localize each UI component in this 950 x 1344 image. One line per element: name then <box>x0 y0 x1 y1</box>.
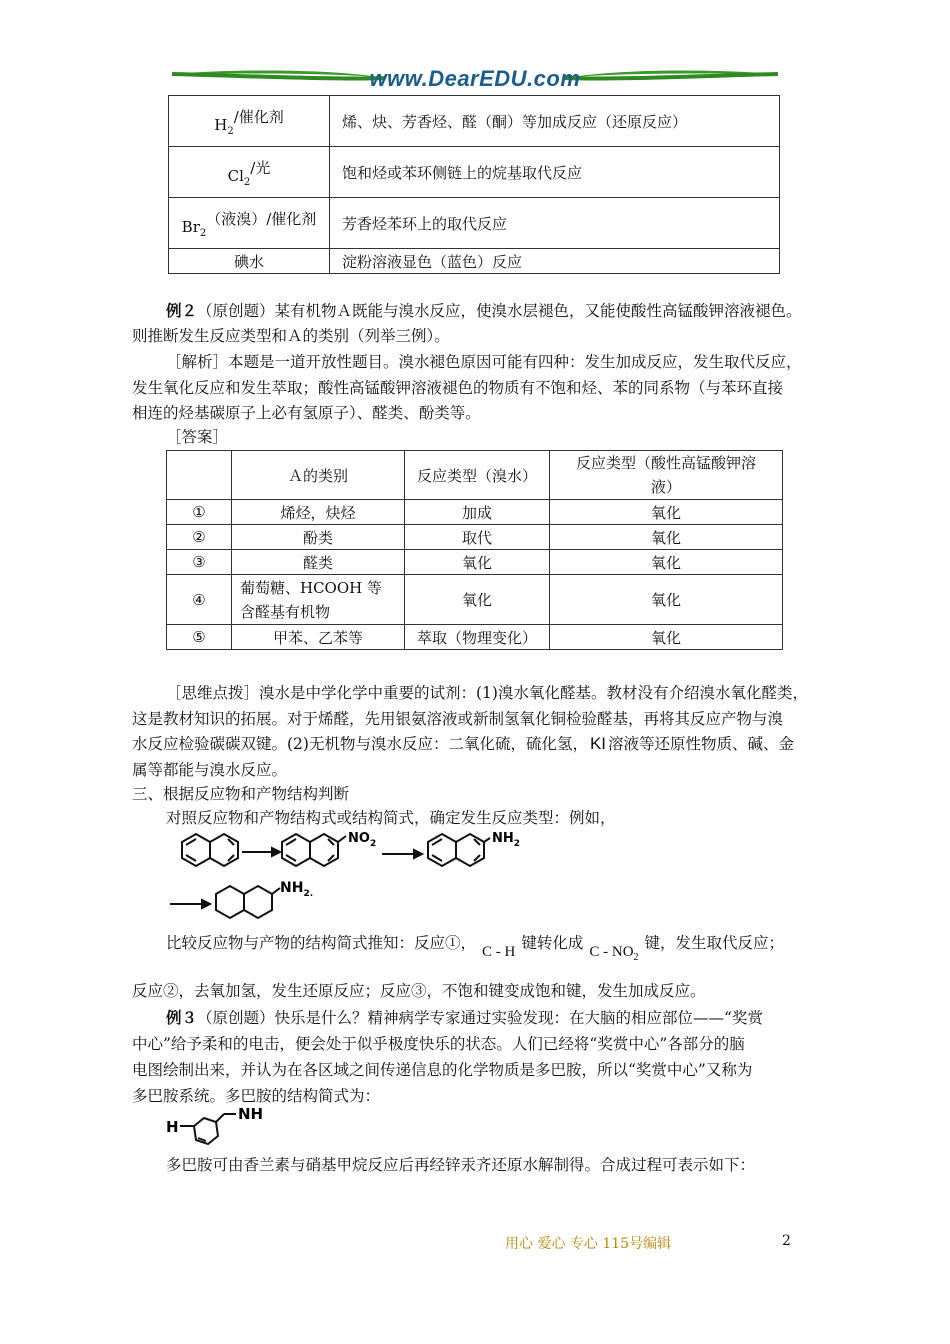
section3-intro: 对照反应物和产物结构式或结构简式，确定发生反应类型：例如， <box>166 809 616 827</box>
table-header-row <box>167 451 783 500</box>
row-bromine: 氧化 <box>405 575 550 625</box>
reagent-table <box>168 95 780 274</box>
table-row <box>169 147 780 198</box>
row-num: ③ <box>167 550 232 575</box>
row-bromine: 取代 <box>405 525 550 550</box>
example3-line1: 例３（原创题）快乐是什么？精神病学专家通过实验发现：在大脑的相应部位——“奖赏 <box>166 1008 763 1027</box>
section3-title: 三、根据反应物和产物结构判断 <box>132 785 350 803</box>
logo-text: www.DearEDU.com <box>369 66 581 91</box>
row-num: ④ <box>167 575 232 625</box>
thinking-line4: 属等都能与溴水反应。 <box>132 761 288 779</box>
example2-line1: 例２（原创题）某有机物Ａ既能与溴水反应，使溴水层褪色，又能使酸性高锰酸钾溶液褪色。 <box>166 301 802 320</box>
row-bromine: 氧化 <box>405 550 550 575</box>
footer-text: 用心 爱心 专心 115号编辑 <box>505 1236 672 1252</box>
reagent-cell: $Br_2$（液溴）/催化剂 <box>169 198 330 249</box>
struct-nh-label: NH <box>238 1105 264 1123</box>
example3-line3: 电图绘制出来，并认为在各区域之间传递信息的化学物质是多巴胺，所以“奖赏中心”又称为 <box>132 1061 753 1079</box>
compare-line: 比较反应物与产物的结构简式推知：反应①， C - H 键转化成 C - $NO_2$键，发生取代反应； <box>166 934 785 963</box>
naphthalene-ring-b <box>210 834 238 866</box>
row-category: 酚类 <box>232 525 405 550</box>
table-row <box>169 198 780 249</box>
row-category: 烯烃，炔烃 <box>232 500 405 525</box>
nh2-label-decalin: $NH_{2.}$ <box>280 880 314 899</box>
table-row <box>167 550 783 575</box>
row-kmno4: 氧化 <box>550 625 783 650</box>
example2-line2: 则推断发生反应类型和Ａ的类别（列举三例）。 <box>132 327 450 345</box>
analysis-line1: ［解析］本题是一道开放性题目。溴水褪色原因可能有四种：发生加成反应，发生取代反应， <box>166 353 802 371</box>
row-bromine: 加成 <box>405 500 550 525</box>
header-logo <box>170 64 780 94</box>
header-cell-empty <box>167 451 232 500</box>
naphthalene-ring-a <box>182 834 210 866</box>
reagent-cell: $Cl_2/$光 <box>169 147 330 198</box>
row-kmno4: 氧化 <box>550 575 783 625</box>
row-category: 甲苯、乙苯等 <box>232 625 405 650</box>
row-num: ⑤ <box>167 625 232 650</box>
reaction-cell: 烯、炔、芳香烃、醛（酮）等加成反应（还原反应） <box>330 96 780 147</box>
example3-line4: 多巴胺系统。多巴胺的结构简式为： <box>132 1087 381 1105</box>
table-row <box>167 575 783 625</box>
dopamine-structure <box>160 1104 280 1148</box>
reaction-scheme-diagram <box>160 828 560 932</box>
reaction-cell: 淀粉溶液显色（蓝色）反应 <box>330 249 780 274</box>
example3-line2: 中心”给予柔和的电击，便会处于似乎极度快乐的状态。人们已经将“奖赏中心”各部分的脑 <box>132 1035 745 1053</box>
table-row <box>167 625 783 650</box>
thinking-line2: 这是教材知识的拓展。对于烯醛，先用银氨溶液或新制氢氧化铜检验醛基，再将其反应产物与溴 <box>132 710 784 728</box>
reagent-cell: $H_2/$催化剂 <box>169 96 330 147</box>
thinking-line1: ［思维点拨］溴水是中学化学中重要的试剂：(1)溴水氧化醛基。教材没有介绍溴水氧化醛类， <box>166 684 808 702</box>
struct-h-label: H <box>166 1118 179 1136</box>
row-bromine: 萃取（物理变化） <box>405 625 550 650</box>
table-row <box>169 96 780 147</box>
thinking-line3: 水反应检验碳碳双键。(2)无机物与溴水反应：二氧化硫，硫化氢， KI 溶液等还原性物质、碱、金 <box>132 734 795 753</box>
row-kmno4: 氧化 <box>550 500 783 525</box>
answer-table <box>166 450 783 650</box>
row-category: 葡萄糖、HCOOH 等 含醛基有机物 <box>232 575 405 625</box>
header-cell-kmno4: 反应类型（酸性高锰酸钾溶 液） <box>550 451 783 500</box>
nh2-label: $NH_2$ <box>492 831 521 849</box>
example3-line5: 多巴胺可由香兰素与硝基甲烷反应后再经锌汞齐还原水解制得。合成过程可表示如下： <box>166 1156 756 1174</box>
row-num: ① <box>167 500 232 525</box>
header-cell-bromine: 反应类型（溴水） <box>405 451 550 500</box>
row-num: ② <box>167 525 232 550</box>
row-category: 醛类 <box>232 550 405 575</box>
analysis-line2: 发生氧化反应和发生萃取；酸性高锰酸钾溶液褪色的物质有不饱和烃、苯的同系物（与苯环直接 <box>132 379 784 397</box>
table-row <box>167 525 783 550</box>
no2-label: $NO_2$ <box>348 831 377 849</box>
reaction-cell: 饱和烃或苯环侧链上的烷基取代反应 <box>330 147 780 198</box>
header-cell-category: Ａ的类别 <box>232 451 405 500</box>
row-kmno4: 氧化 <box>550 525 783 550</box>
table-row <box>167 500 783 525</box>
answer-label: ［答案］ <box>166 428 229 446</box>
page-number: 2 <box>782 1233 791 1249</box>
analysis-line3: 相连的烃基碳原子上必有氢原子）、醛类、酚类等。 <box>132 404 481 422</box>
reaction-cell: 芳香烃苯环上的取代反应 <box>330 198 780 249</box>
table-row <box>169 249 780 274</box>
row-kmno4: 氧化 <box>550 550 783 575</box>
compare-line-next: 反应②，去氧加氢，发生还原反应；反应③，不饱和键变成饱和键，发生加成反应。 <box>132 982 706 1000</box>
reagent-cell: 碘水 <box>169 249 330 274</box>
